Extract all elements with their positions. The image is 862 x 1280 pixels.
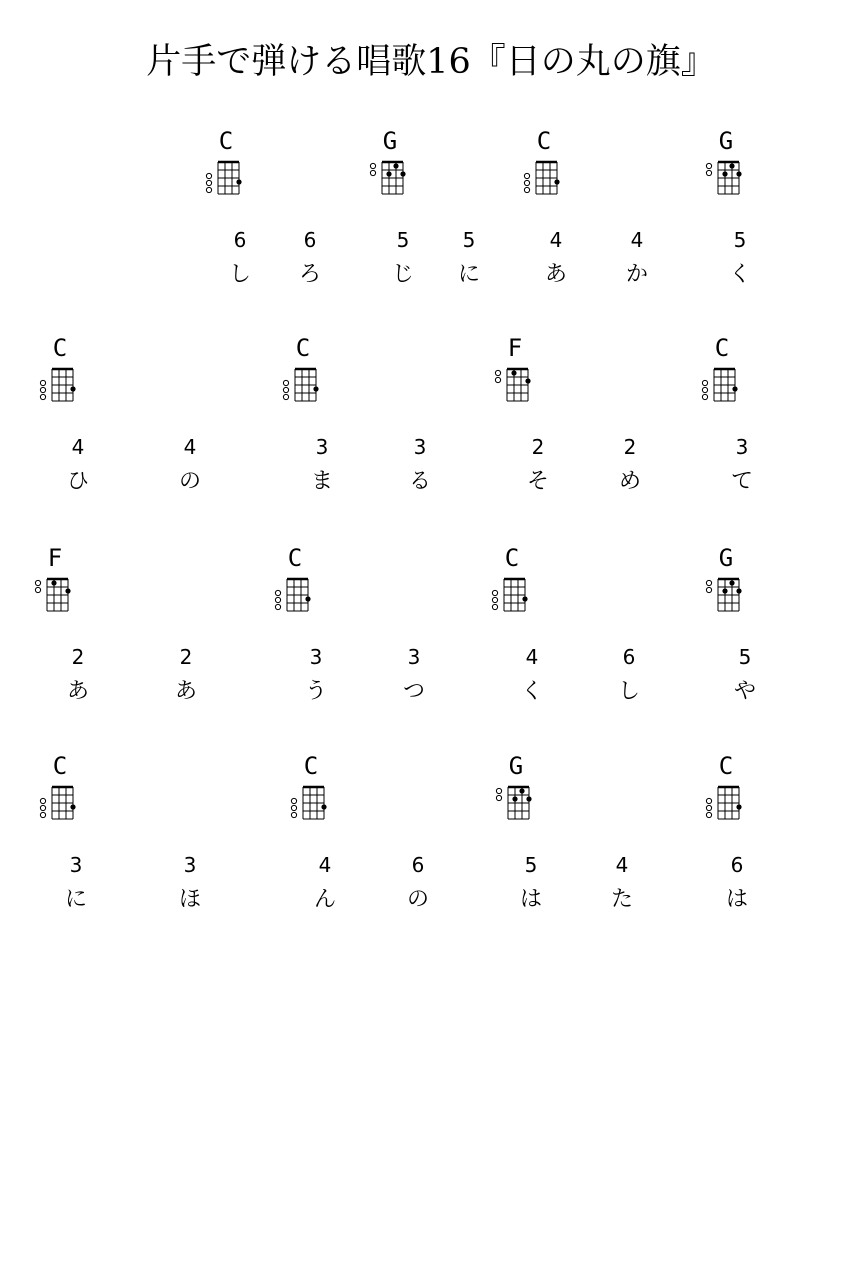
open-string-mark (275, 597, 280, 602)
fretboard-icon (196, 154, 256, 200)
note-number: 6 (303, 228, 317, 252)
lyric-syllable: は (725, 887, 748, 912)
finger-dot (400, 171, 405, 176)
note-number: 4 (549, 228, 563, 252)
note-number: 3 (407, 645, 421, 669)
open-string-mark (524, 180, 529, 185)
note-number: 3 (183, 853, 197, 877)
open-string-mark (283, 387, 288, 392)
note-number: 5 (462, 228, 476, 252)
chord-diagram (360, 128, 420, 208)
lyric-syllable: し (617, 679, 640, 704)
open-string-mark (492, 604, 497, 609)
finger-dot (736, 171, 741, 176)
note-number: 6 (411, 853, 425, 877)
fretboard-icon (485, 361, 545, 407)
lyric-syllable: あ (66, 679, 89, 704)
note-number: 5 (524, 853, 538, 877)
chord-name: G (382, 127, 398, 155)
open-string-mark (524, 187, 529, 192)
open-string-mark (206, 187, 211, 192)
page-title: 片手で弾ける唱歌16『日の丸の旗』 (146, 42, 716, 82)
fretboard-icon (482, 571, 542, 617)
open-string-mark (283, 394, 288, 399)
lyric-syllable: そ (526, 469, 549, 494)
fretboard-icon (692, 361, 752, 407)
note-number: 6 (233, 228, 247, 252)
open-string-mark (275, 604, 280, 609)
lyric-syllable: か (625, 262, 648, 287)
fretboard-icon (281, 779, 341, 825)
fretboard-icon (696, 779, 756, 825)
open-string-mark (492, 597, 497, 602)
open-string-mark (706, 163, 711, 168)
chord-diagram (696, 128, 756, 208)
chord-name: F (47, 544, 63, 572)
finger-dot (736, 804, 741, 809)
note-number: 2 (623, 435, 637, 459)
fretboard-icon (265, 571, 325, 617)
open-string-mark (702, 380, 707, 385)
note-number: 5 (738, 645, 752, 669)
lyric-syllable: く (728, 262, 751, 287)
open-string-mark (40, 387, 45, 392)
open-string-mark (702, 387, 707, 392)
song-line (0, 753, 862, 953)
lyric-syllable: の (406, 887, 429, 912)
note-number: 3 (315, 435, 329, 459)
open-string-mark (40, 380, 45, 385)
open-string-mark (291, 805, 296, 810)
fretboard-icon (696, 571, 756, 617)
lyric-syllable: て (730, 469, 753, 494)
finger-dot (729, 580, 734, 585)
note-number: 6 (622, 645, 636, 669)
fretboard-icon (273, 361, 333, 407)
chord-name: F (507, 334, 523, 362)
finger-dot (70, 804, 75, 809)
fretboard-icon (30, 361, 90, 407)
note-number: 6 (730, 853, 744, 877)
lyric-syllable: は (519, 887, 542, 912)
note-number: 3 (413, 435, 427, 459)
note-number: 4 (615, 853, 629, 877)
chord-diagram (196, 128, 256, 208)
lyric-syllable: ろ (298, 262, 321, 287)
open-string-mark (706, 805, 711, 810)
song-line (0, 335, 862, 535)
song-line (0, 545, 862, 745)
finger-dot (736, 588, 741, 593)
chord-name: C (714, 334, 730, 362)
finger-dot (519, 788, 524, 793)
finger-dot (525, 378, 530, 383)
fretboard-icon (514, 154, 574, 200)
open-string-mark (370, 170, 375, 175)
chord-diagram (696, 545, 756, 625)
chord-name: C (718, 752, 734, 780)
lyric-syllable: つ (402, 679, 425, 704)
finger-dot (70, 386, 75, 391)
chord-diagram (514, 128, 574, 208)
finger-dot (732, 386, 737, 391)
lyric-syllable: や (733, 679, 756, 704)
lyric-syllable: じ (391, 262, 414, 287)
lyric-syllable: ひ (66, 469, 89, 494)
chord-name: G (718, 127, 734, 155)
open-string-mark (706, 798, 711, 803)
note-number: 3 (309, 645, 323, 669)
open-string-mark (291, 812, 296, 817)
finger-dot (236, 179, 241, 184)
chord-diagram (696, 753, 756, 833)
finger-dot (305, 596, 310, 601)
finger-dot (526, 796, 531, 801)
chord-diagram (486, 753, 546, 833)
lyric-syllable: の (178, 469, 201, 494)
finger-dot (522, 596, 527, 601)
chord-diagram (692, 335, 752, 415)
chord-diagram (30, 335, 90, 415)
open-string-mark (706, 580, 711, 585)
chord-diagram (485, 335, 545, 415)
chord-name: C (287, 544, 303, 572)
lyric-syllable: た (610, 887, 633, 912)
open-string-mark (206, 180, 211, 185)
lyric-syllable: く (520, 679, 543, 704)
fretboard-icon (360, 154, 420, 200)
lyric-syllable: ん (313, 887, 336, 912)
note-number: 2 (531, 435, 545, 459)
open-string-mark (496, 795, 501, 800)
chord-diagram (30, 753, 90, 833)
finger-dot (722, 588, 727, 593)
open-string-mark (40, 812, 45, 817)
finger-dot (393, 163, 398, 168)
finger-dot (512, 796, 517, 801)
note-number: 4 (630, 228, 644, 252)
open-string-mark (492, 590, 497, 595)
note-number: 5 (733, 228, 747, 252)
open-string-mark (495, 377, 500, 382)
lyric-syllable: め (618, 469, 641, 494)
chord-diagram (265, 545, 325, 625)
finger-dot (729, 163, 734, 168)
open-string-mark (495, 370, 500, 375)
fretboard-icon (30, 779, 90, 825)
note-number: 4 (71, 435, 85, 459)
open-string-mark (706, 170, 711, 175)
note-number: 2 (71, 645, 85, 669)
fretboard-icon (696, 154, 756, 200)
chord-name: C (295, 334, 311, 362)
chord-name: C (303, 752, 319, 780)
open-string-mark (702, 394, 707, 399)
finger-dot (722, 171, 727, 176)
note-number: 4 (525, 645, 539, 669)
lyric-syllable: ま (310, 469, 333, 494)
finger-dot (386, 171, 391, 176)
chord-name: C (218, 127, 234, 155)
finger-dot (511, 370, 516, 375)
open-string-mark (40, 798, 45, 803)
chord-name: C (52, 334, 68, 362)
finger-dot (65, 588, 70, 593)
chord-name: G (508, 752, 524, 780)
lyric-syllable: う (304, 679, 327, 704)
open-string-mark (706, 587, 711, 592)
note-number: 2 (179, 645, 193, 669)
note-number: 4 (183, 435, 197, 459)
open-string-mark (706, 812, 711, 817)
note-number: 3 (735, 435, 749, 459)
song-line (0, 128, 862, 328)
lyric-syllable: あ (174, 679, 197, 704)
lyric-syllable: る (408, 469, 431, 494)
lyric-syllable: ほ (178, 887, 201, 912)
open-string-mark (291, 798, 296, 803)
chord-name: C (52, 752, 68, 780)
finger-dot (313, 386, 318, 391)
open-string-mark (206, 173, 211, 178)
lyric-syllable: に (64, 887, 87, 912)
open-string-mark (35, 587, 40, 592)
finger-dot (554, 179, 559, 184)
chord-diagram (273, 335, 333, 415)
note-number: 3 (69, 853, 83, 877)
open-string-mark (40, 394, 45, 399)
fretboard-icon (486, 779, 546, 825)
fretboard-icon (25, 571, 85, 617)
open-string-mark (496, 788, 501, 793)
chord-name: G (718, 544, 734, 572)
open-string-mark (524, 173, 529, 178)
lyric-syllable: し (228, 262, 251, 287)
open-string-mark (283, 380, 288, 385)
chord-diagram (25, 545, 85, 625)
lyric-syllable: に (457, 262, 480, 287)
chord-diagram (482, 545, 542, 625)
open-string-mark (370, 163, 375, 168)
open-string-mark (35, 580, 40, 585)
chord-name: C (536, 127, 552, 155)
finger-dot (321, 804, 326, 809)
note-number: 4 (318, 853, 332, 877)
chord-name: C (504, 544, 520, 572)
note-number: 5 (396, 228, 410, 252)
open-string-mark (275, 590, 280, 595)
finger-dot (51, 580, 56, 585)
open-string-mark (40, 805, 45, 810)
chord-diagram (281, 753, 341, 833)
lyric-syllable: あ (544, 262, 567, 287)
